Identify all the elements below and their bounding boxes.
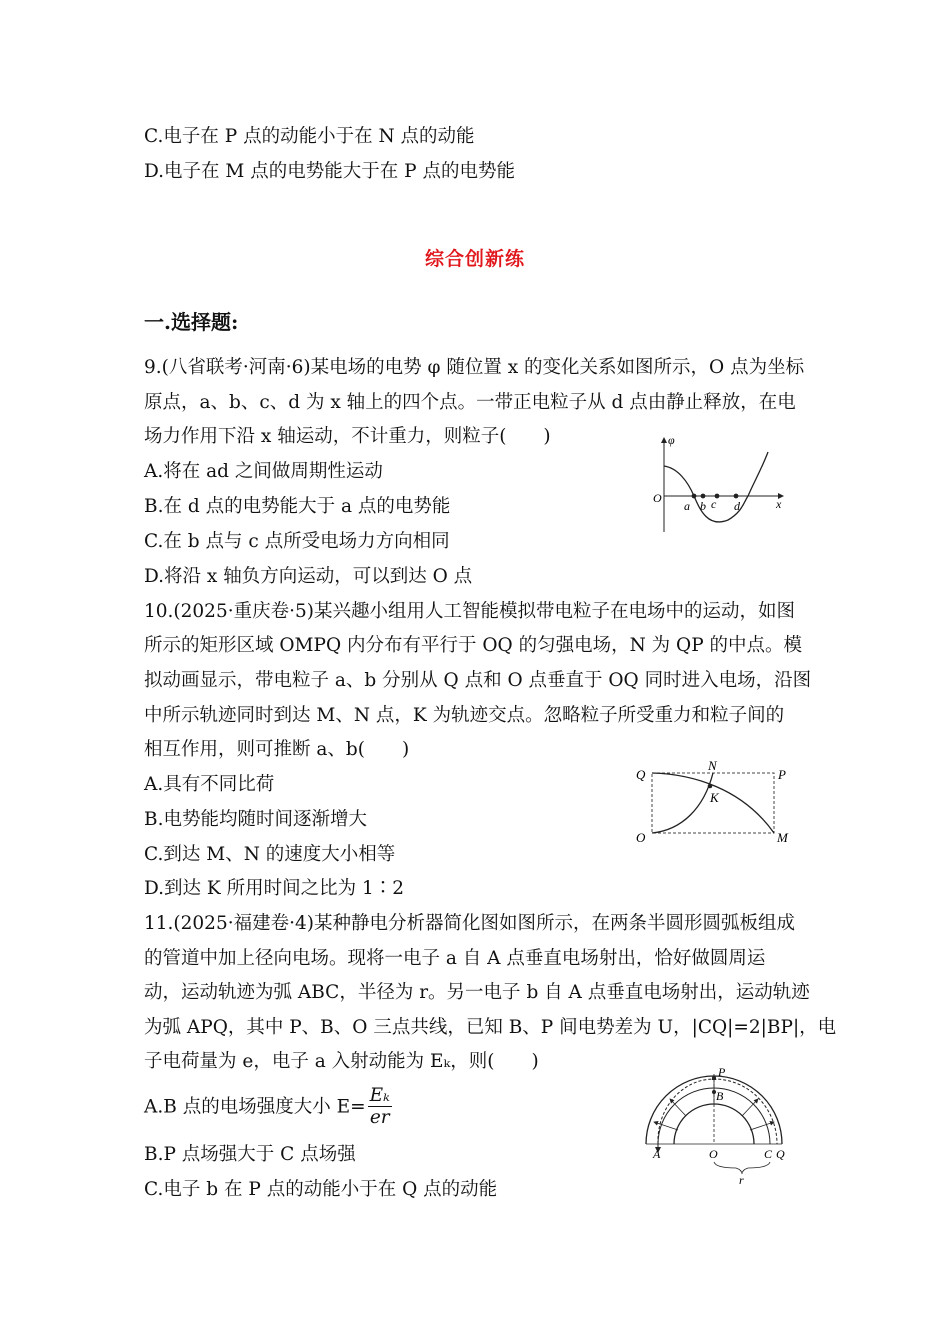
q11-point-p	[712, 1076, 716, 1080]
q10-label-m: M	[777, 830, 788, 845]
q11-option-a-fraction	[368, 1086, 392, 1129]
q11-analyzer-diagram	[636, 1064, 798, 1186]
q11-stem-line-1: 11.(2025·福建卷·4)某种静电分析器简化图如图所示，在两条半圆形圆弧板组成	[144, 913, 795, 934]
q9-stem-line-3: 场力作用下沿 x 轴运动，不计重力，则粒子( )	[144, 426, 551, 447]
q9-label-d: d	[734, 499, 740, 513]
option-d: D.电子在 M 点的电势能大于在 P 点的电势能	[144, 161, 515, 182]
q9-stem-line-2: 原点，a、b、c、d 为 x 轴上的四个点。一带正电粒子从 d 点由静止释放，在电	[144, 392, 796, 413]
q11-option-b: B.P 点场强大于 C 点场强	[144, 1144, 356, 1165]
q9-option-d: D.将沿 x 轴负方向运动，可以到达 O 点	[144, 566, 473, 587]
q10-stem-line-2: 所示的矩形区域 OMPQ 内分布有平行于 OQ 的匀强电场，N 为 QP 的中点。模	[144, 635, 803, 656]
q10-point-k	[708, 784, 713, 789]
q9-point-a	[692, 494, 697, 499]
q9-option-a: A.将在 ad 之间做周期性运动	[144, 461, 383, 482]
q11-stem-line-3: 动，运动轨迹为弧 ABC，半径为 r。另一电子 b 自 A 点垂直电场射出，运动轨迹	[144, 982, 810, 1003]
q10-option-b: B.电势能均随时间逐渐增大	[144, 809, 367, 830]
q10-stem-line-1: 10.(2025·重庆卷·5)某兴趣小组用人工智能模拟带电粒子在电场中的运动，如图	[144, 601, 795, 622]
q9-label-origin: O	[653, 491, 662, 505]
option-c: C.电子在 P 点的动能小于在 N 点的动能	[144, 126, 475, 147]
q11-label-o: O	[709, 1147, 718, 1161]
q9-stem-line-1: 9.(八省联考·河南·6)某电场的电势 φ 随位置 x 的变化关系如图所示，O 点为坐标	[144, 357, 805, 378]
section-title: 综合创新练	[424, 248, 525, 270]
q9-label-x: x	[776, 497, 782, 511]
subsection-heading: 一.选择题:	[144, 310, 239, 334]
q11-stem-line-2: 的管道中加上径向电场。现将一电子 a 自 A 点垂直电场射出，恰好做圆周运	[144, 948, 766, 969]
q9-option-b: B.在 d 点的电势能大于 a 点的电势能	[144, 496, 451, 517]
q9-point-d	[734, 494, 739, 499]
q11-stem-line-4: 为弧 APQ，其中 P、B、O 三点共线，已知 B、P 间电势差为 U，|CQ|=2|BP|，电	[144, 1017, 837, 1038]
q11-fraction-denominator: er	[369, 1107, 390, 1128]
q11-stem-line-5: 子电荷量为 e，电子 a 入射动能为 Eₖ，则( )	[144, 1051, 539, 1072]
q11-label-a: A	[653, 1147, 661, 1161]
q9-label-phi: φ	[668, 433, 675, 447]
q10-option-c: C.到达 M、N 的速度大小相等	[144, 844, 396, 865]
q11-option-a	[144, 1086, 392, 1129]
q10-stem-line-3: 拟动画显示，带电粒子 a、b 分别从 Q 点和 O 点垂直于 OQ 同时进入电场，沿图	[144, 670, 812, 691]
q10-label-q: Q	[636, 767, 646, 782]
q10-option-a: A.具有不同比荷	[144, 774, 275, 795]
q10-label-p: P	[778, 767, 786, 782]
q10-stem-line-4: 中所示轨迹同时到达 M、N 点，K 为轨迹交点。忽略粒子所受重力和粒子间的	[144, 705, 785, 726]
q10-option-d: D.到达 K 所用时间之比为 1∶2	[144, 878, 405, 899]
q9-potential-graph	[648, 432, 798, 538]
q9-point-b	[701, 494, 706, 499]
q10-label-o: O	[636, 830, 646, 845]
q10-stem-line-5: 相互作用，则可推断 a、b( )	[144, 739, 410, 760]
q9-label-a: a	[684, 499, 690, 513]
q9-phi-curve	[664, 452, 768, 522]
q10-label-k: K	[710, 790, 719, 805]
q11-label-q: Q	[776, 1147, 785, 1161]
q11-label-c: C	[764, 1147, 773, 1161]
q10-label-n: N	[708, 758, 717, 773]
q9-option-c: C.在 b 点与 c 点所受电场力方向相同	[144, 531, 450, 552]
q11-option-a-prefix: A.B 点的电场强度大小 E=	[144, 1096, 366, 1118]
q9-label-b: b	[700, 499, 706, 513]
q11-label-r: r	[739, 1173, 744, 1186]
q10-field-diagram	[632, 758, 802, 848]
q11-label-b: B	[716, 1089, 724, 1103]
q11-fraction-numerator: Eₖ	[369, 1085, 390, 1106]
q11-option-c: C.电子 b 在 P 点的动能小于在 Q 点的动能	[144, 1179, 498, 1200]
q9-label-c: c	[711, 497, 717, 511]
q11-label-p: P	[718, 1065, 726, 1079]
